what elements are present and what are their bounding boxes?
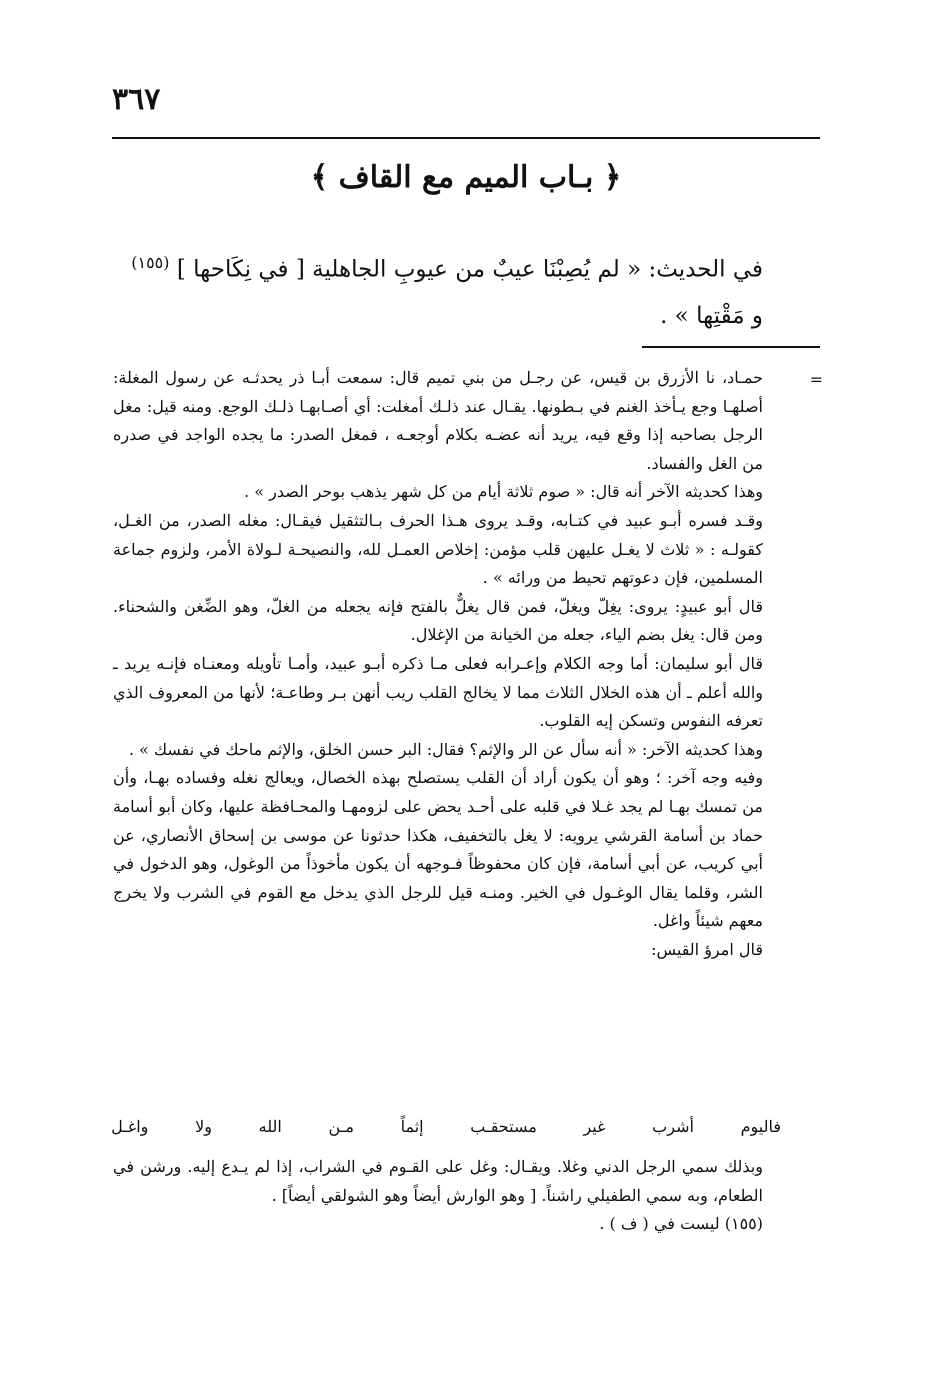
- footnote-ref: (١٥٥): [131, 253, 170, 272]
- paragraph: وهذا كحديثه الآخر: « أنه سأل عن الر والإثم؟ فقال: البر حسن الخلق، والإثم ماحك في نفسك » .: [128, 739, 763, 759]
- chapter-title: ﴿ بـاب الميم مع القاف ﴾: [310, 160, 622, 195]
- paragraph: قال امرؤ القيس:: [651, 939, 763, 959]
- verse-word: واغـل: [111, 1117, 149, 1136]
- paragraph: قال أبو سليمان: أما وجه الكلام وإعـرابه فعلى مـا ذكره أبـو عبيد، وأمـا تأويله ومعنـاه فإنـه يريد ـ والله أعلم ـ أن هذه الخلال الثلاث مما لا يخالج القلب ريب أنهن بـر وطاعـة؛ لأنها من المعروف الذي تعرفه النفوس وتسكن إيه القلوب.: [113, 653, 764, 731]
- verse-word: إثماً: [400, 1117, 424, 1136]
- verse-word: غير: [583, 1117, 606, 1136]
- continuation-mark: =: [809, 370, 823, 389]
- header-rule: [112, 137, 820, 139]
- poetry-verse: [111, 1112, 781, 1142]
- verse-word: مستحقـب: [470, 1117, 537, 1136]
- commentary-body: [113, 364, 763, 964]
- paragraph: حمـاد، نا الأزرق بن قيس، عن رجـل من بني تميم قال: سمعت أبـا ذر يحدثـه عن رسول المغلة: أصلهـا وجع يـأخذ الغنم في بـطونها. يقـال عند ذلـك أمغلت: أي أصـابهـا ذلـك الوجع. ومنه قيل: مغل الرجل بصاحبه إذا وقع فيه، يريد أنه عضـه بكلام أوجعـه ، فمغل الصدر: ما يجده الواجد في صدره من الغل والفساد.: [113, 368, 763, 473]
- paragraph: وبذلك سمي الرجل الدني وغلا. ويقـال: وغل على القـوم في الشراب، إذا لم يـدع إليه. ورشن في الطعام، وبه سمي الطفيلي راشناً. [ وهو الوارش أيضاً وهو الشولقي أيضاً] .: [113, 1157, 763, 1205]
- hadith-line-2: و مَقْتِها » .: [660, 302, 763, 329]
- page-number: ٣٦٧: [112, 82, 161, 117]
- paragraph: وقـد فسره أبـو عبيد في كتـابه، وقـد يروى هـذا الحرف بـالتثقيل فيقـال: مغله الصدر، من الغـل، كقولـه : « ثلاث لا يغـل عليهن قلب مؤمن: إخلاص العمـل لله، والنصيحـة لـولاة الأمر، ولزوم جماعة المسلمين، فإن دعوتهم تحيط من ورائه » .: [113, 510, 763, 588]
- commentary-tail: [113, 1153, 763, 1239]
- section-rule: [642, 346, 820, 348]
- verse-word: أشرب: [652, 1117, 694, 1136]
- paragraph: وفيه وجه آخر: ؛ وهو أن يكون أراد أن القلب يستصلح بهذه الخصال، ويعالج نغله وفساده بهـا، وأن من تمسك بهـا لم يجد غـلا في قلبه على أحـد يحض على لزومهـا والمحـافظة عليها، وكان أبو أسامة حماد بن أسامة القرشي يرويه: لا يغل بالتخفيف، هكذا حدثونا عن موسى بن إسحاق الأنصاري، عن أبي كريب، عن أبي أسامة، فإن كان محفوظاً فـوجهه أن يكون مأخوذاً من الوغول، وهو الدخول في الشر، وقلما يقال الوغـول في الخير. ومنـه قيل للرجل الذي يدخل مع القوم في الشرب ولا يخرج معهم شيئاً واغل.: [113, 768, 763, 931]
- footnote: (١٥٥) ليست في ( ف ) .: [599, 1214, 763, 1234]
- paragraph: وهذا كحديثه الآخر أنه قال: « صوم ثلاثة أيام من كل شهر يذهب بوحر الصدر » .: [244, 482, 763, 502]
- verse-word: الله: [258, 1117, 282, 1136]
- hadith-line-1: في الحديث: « لم يُصِبْنَا عيبٌ من عيوبِ الجاهلية [ في نِكَاحها ]: [176, 256, 763, 283]
- verse-word: ولا: [195, 1117, 212, 1136]
- hadith-text: [103, 240, 763, 339]
- verse-word: فاليوم: [740, 1117, 781, 1136]
- paragraph: قال أبو عبيدٍ: يروى: يغِلّ ويغلّ، فمن قال يغلٌّ بالفتح فإنه يجعله من الغلّ، وهو الضِّغن والشحناء. ومن قال: يغل بضم الياء، جعله من الخيانة من الإغلال.: [113, 596, 763, 645]
- verse-word: مـن: [328, 1117, 354, 1136]
